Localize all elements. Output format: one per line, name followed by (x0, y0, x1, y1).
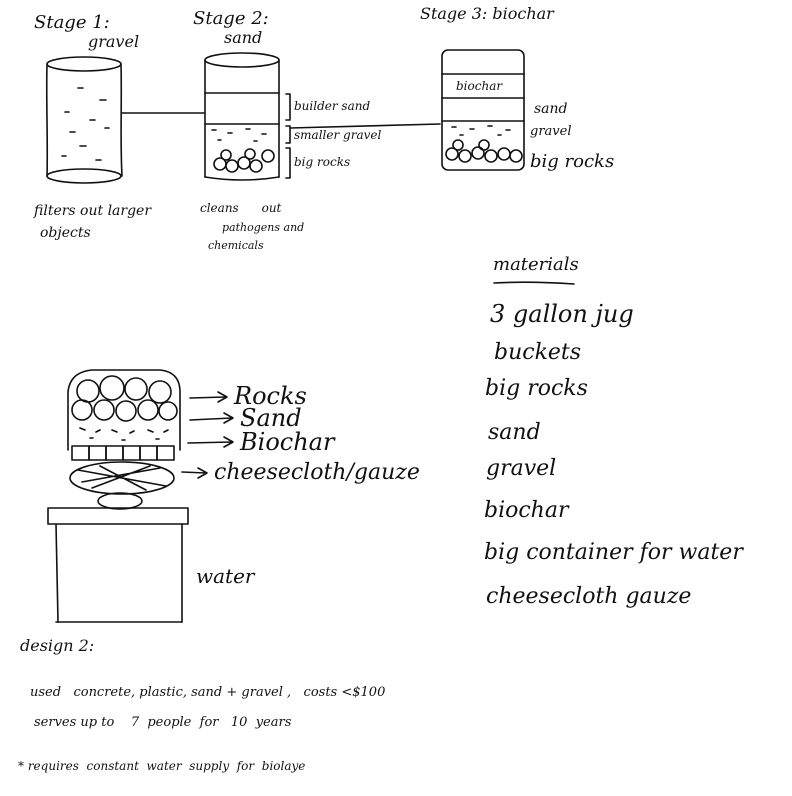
stage2-caption-line2: pathogens and (222, 221, 305, 234)
materials-item-2: buckets (494, 340, 582, 365)
stage2-title: Stage 2: (193, 8, 269, 29)
stage1-caption-line1: filters out larger (34, 203, 152, 219)
stage2-caption-line3: chemicals (208, 239, 264, 252)
stage3-inner-label: biochar (456, 79, 503, 93)
stage3-title: Stage 3: biochar (420, 4, 554, 23)
materials-item-4: sand (488, 420, 541, 445)
stage2-layer-label-2: smaller gravel (294, 128, 382, 142)
materials-item-7: big container for water (484, 540, 743, 565)
stage3-side-label-2: gravel (530, 124, 572, 139)
arrow-label-cheesecloth: cheesecloth/gauze (214, 460, 420, 485)
design2-line1: used concrete, plastic, sand + gravel , costs <$100 (30, 685, 386, 700)
stage2-jar (205, 53, 290, 180)
arrow-label-biochar: Biochar (240, 428, 335, 456)
materials-item-6: biochar (484, 498, 569, 523)
stage2-caption-line1: cleans out (200, 201, 282, 215)
design2-heading: design 2: (20, 636, 95, 655)
materials-item-3: big rocks (485, 376, 588, 401)
water-label: water (196, 564, 255, 588)
materials-item-5: gravel (486, 456, 557, 481)
stage3-jar (442, 50, 524, 170)
materials-item-8: cheesecloth gauze (486, 584, 692, 609)
stage3-side-label-3: big rocks (530, 151, 615, 172)
materials-heading: materials (493, 254, 579, 275)
arrow-label-sand: Sand (240, 404, 302, 432)
design2-line2: serves up to 7 people for 10 years (34, 715, 292, 730)
stage1-subtitle: gravel (88, 32, 140, 51)
stage1-caption-line2: objects (40, 225, 91, 241)
stage2-layer-label-3: big rocks (294, 155, 351, 169)
arrow-label-rocks: Rocks (234, 382, 307, 410)
design2-note: * requires constant water supply for biolaye (18, 759, 306, 773)
materials-underline (494, 282, 574, 284)
materials-item-1: 3 gallon jug (490, 300, 634, 328)
stage2-layer-label-1: builder sand (294, 99, 371, 113)
stage1-title: Stage 1: (34, 12, 110, 33)
stage2-subtitle: sand (224, 28, 263, 47)
stage3-side-label-1: sand (534, 101, 568, 117)
stage1-jar (47, 57, 122, 183)
